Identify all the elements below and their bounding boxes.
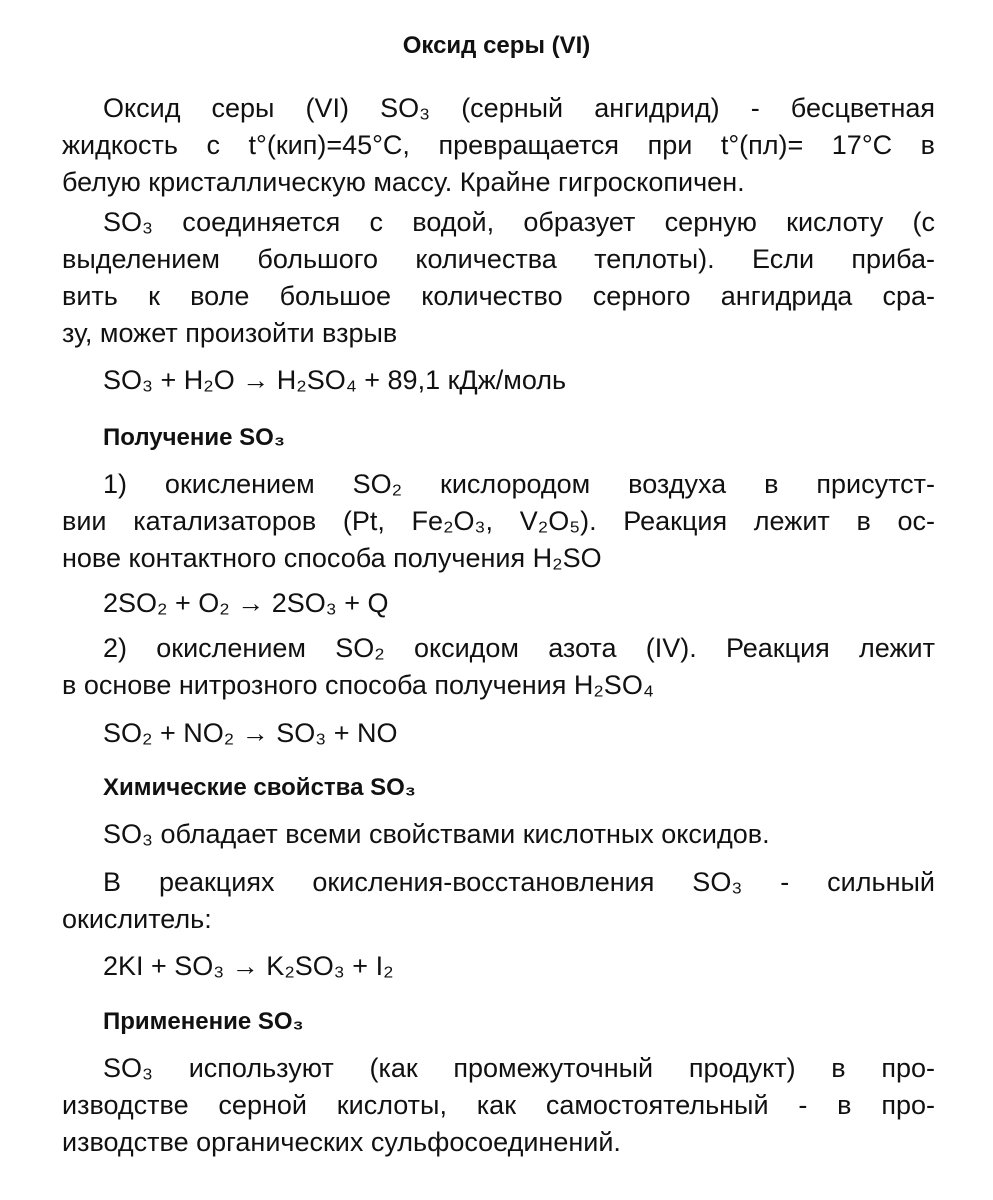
equation: SO₂ + NO₂ → SO₃ + NO (103, 718, 398, 748)
paragraph-line: SO₃ используют (как промежуточный продукт) в про- (103, 1053, 935, 1083)
paragraph-line: вить к воле большое количество серного ангидрида сра- (62, 281, 935, 311)
paragraph-line: изводстве органических сульфосоединений. (62, 1127, 621, 1157)
paragraph-line: жидкость с t°(кип)=45°C, превращается при t°(пл)= 17°C в (62, 130, 935, 160)
paragraph-line: нове контактного способа получения H₂SO (62, 543, 602, 573)
section-heading: Применение SO₃ (103, 1008, 304, 1035)
equation: 2SO₂ + O₂ → 2SO₃ + Q (103, 588, 389, 618)
paragraph-line: 2) окислением SO₂ оксидом азота (IV). Реакция лежит (103, 633, 935, 663)
equation: SO₃ + H₂O → H₂SO₄ + 89,1 кДж/моль (103, 365, 567, 395)
paragraph-line: вии катализаторов (Pt, Fe₂O₃, V₂O₅). Реакция лежит в ос- (62, 506, 935, 536)
paragraph-line: SO₃ обладает всеми свойствами кислотных оксидов. (103, 819, 770, 849)
paragraph-line: изводстве серной кислоты, как самостоятельный - в про- (62, 1090, 935, 1120)
section-heading: Химические свойства SO₃ (103, 774, 416, 801)
paragraph-line: окислитель: (62, 904, 212, 934)
paragraph-line: Оксид серы (VI) SO₃ (серный ангидрид) - бесцветная (103, 93, 935, 123)
paragraph-line: в основе нитрозного способа получения H₂SO₄ (62, 670, 654, 700)
section-heading: Получение SO₃ (103, 424, 285, 451)
paragraph-line: 1) окислением SO₂ кислородом воздуха в присутст- (103, 469, 935, 499)
paragraph-line: В реакциях окисления-восстановления SO₃ - сильный (103, 867, 935, 897)
paragraph-line: белую кристаллическую массу. Крайне гигроскопичен. (62, 167, 745, 197)
page-title: Оксид серы (VI) (402, 32, 591, 59)
paragraph-line: зу, может произойти взрыв (62, 318, 398, 348)
paragraph-line: SO₃ соединяется с водой, образует серную кислоту (с (103, 207, 935, 237)
equation: 2KI + SO₃ → K₂SO₃ + I₂ (103, 951, 394, 981)
paragraph-line: выделением большого количества теплоты). Если приба- (62, 244, 935, 274)
